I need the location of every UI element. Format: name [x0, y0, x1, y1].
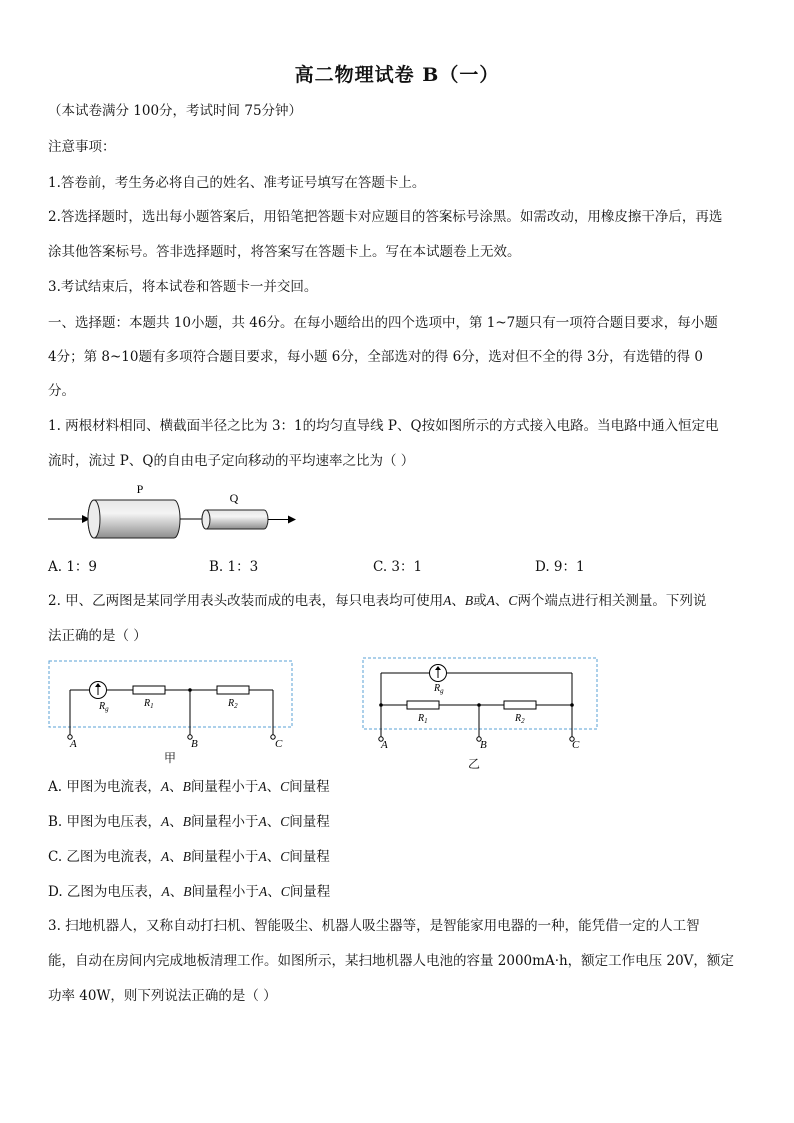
exam-info: （本试卷满分 100分，考试时间 75分钟）	[48, 103, 303, 119]
section-1-line-1: 一、选择题：本题共 10小题，共 46分。在每小题给出的四个选项中，第 1~7题只有一项符合题目要求，每小题	[48, 315, 718, 331]
label-r1: $R_1$	[144, 698, 154, 710]
cylinder-p	[88, 500, 180, 538]
q1-option-a: A. 1：9	[48, 559, 98, 575]
label-r2: $R_2$	[515, 713, 525, 725]
label-b: B	[480, 739, 487, 751]
figure-caption-yi: 乙	[468, 757, 481, 771]
page-title: 高二物理试卷 B（一）	[294, 64, 500, 86]
label-r2: $R_2$	[228, 698, 238, 710]
question-2-line-2: 法正确的是（ ）	[48, 628, 147, 644]
cylinder-q	[202, 510, 268, 529]
question-1-line-2: 流时，流过 P、Q的自由电子定向移动的平均速率之比为（ ）	[48, 453, 415, 469]
dashed-box	[363, 658, 597, 729]
question-3-line-2: 能，自动在房间内完成地板清理工作。如图所示，某扫地机器人电池的容量 2000mA·h，额定工作电压 20V，额定	[48, 953, 734, 969]
resistor-r1	[133, 686, 165, 694]
question-3-line-1: 3. 扫地机器人，又称自动打扫机、智能吸尘、机器人吸尘器等，是智能家用电器的一种，能凭借一定的人工智	[48, 918, 700, 934]
label-rg: $R_g$	[434, 683, 444, 695]
notice-item-1: 1.答卷前，考生务必将自己的姓名、准考证号填写在答题卡上。	[48, 175, 426, 191]
question-1-line-1: 1. 两根材料相同、横截面半径之比为 3：1的均匀直导线 P、Q按如图所示的方式接入电路。当电路中通入恒定电	[48, 418, 719, 434]
q2-option-b: B. 甲图为电压表，A、B间量程小于A、C间量程	[48, 814, 330, 830]
q1-option-d: D. 9：1	[535, 559, 585, 575]
resistor-r2	[217, 686, 249, 694]
notice-item-3: 3.考试结束后，将本试卷和答题卡一并交回。	[48, 279, 318, 295]
wire-figure	[40, 478, 310, 558]
question-2-line-1: 2. 甲、乙两图是某同学用表头改装而成的电表，每只电表均可使用A、B或A、C两个端点进行相关测量。下列说	[48, 593, 707, 609]
label-b: B	[191, 738, 198, 750]
label-c: C	[275, 738, 283, 750]
section-1-line-2: 4分；第 8~10题有多项符合题目要求，每小题 6分，全部选对的得 6分，选对但不全的得 3分，有选错的得 0	[48, 349, 703, 365]
resistor-r2	[504, 701, 536, 709]
label-a: A	[381, 739, 388, 751]
label-c: C	[572, 739, 580, 751]
question-3-line-3: 功率 40W，则下列说法正确的是（ ）	[48, 988, 277, 1004]
section-1-line-3: 分。	[48, 383, 75, 399]
q2-option-d: D. 乙图为电压表，A、B间量程小于A、C间量程	[48, 884, 331, 900]
arrow-right-icon	[288, 516, 296, 524]
circuit-figure-jia	[48, 659, 296, 759]
label-rg: $R_g$	[99, 701, 109, 713]
notice-item-2-line-2: 涂其他答案标号。答非选择题时，将答案写在答题卡上。写在本试题卷上无效。	[48, 244, 521, 260]
dashed-box	[49, 661, 292, 727]
q2-option-c: C. 乙图为电流表，A、B间量程小于A、C间量程	[48, 849, 330, 865]
q2-option-a: A. 甲图为电流表，A、B间量程小于A、C间量程	[48, 779, 330, 795]
label-p: P	[136, 482, 144, 496]
circuit-figure-yi	[362, 657, 602, 755]
label-q: Q	[229, 491, 239, 505]
resistor-r1	[407, 701, 439, 709]
notice-heading: 注意事项：	[48, 139, 116, 155]
figure-caption-jia: 甲	[164, 751, 177, 765]
label-a: A	[70, 738, 77, 750]
q1-option-b: B. 1：3	[209, 559, 259, 575]
label-r1: $R_1$	[418, 713, 428, 725]
q1-option-c: C. 3：1	[373, 559, 423, 575]
notice-item-2-line-1: 2.答选择题时，选出每小题答案后，用铅笔把答题卡对应题目的答案标号涂黑。如需改动，用橡皮擦干净后，再选	[48, 209, 723, 225]
